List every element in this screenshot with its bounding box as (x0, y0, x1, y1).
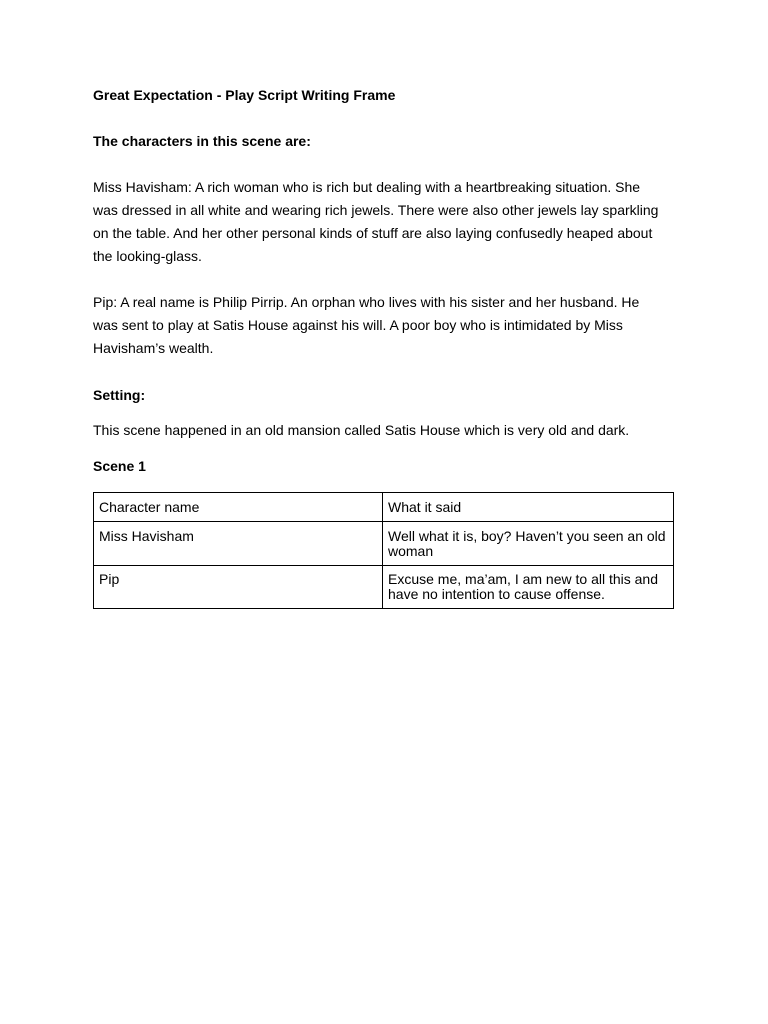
paragraph-line: Pip: A real name is Philip Pirrip. An orphan who lives with his sister and her husband. He (93, 294, 640, 310)
scene-table (93, 492, 674, 609)
table-row (94, 522, 674, 566)
paragraph-line: This scene happened in an old mansion called Satis House which is very old and dark. (93, 422, 630, 438)
table-header-cell: Character name (94, 493, 383, 522)
setting-heading: Setting: (93, 387, 146, 403)
table-cell-character: Pip (94, 566, 383, 609)
characters-heading: The characters in this scene are: (93, 133, 311, 149)
setting-text (93, 419, 675, 442)
paragraph-line: on the table. And her other personal kinds of stuff are also laying confusedly heaped about (93, 225, 653, 241)
paragraph-line: was sent to play at Satis House against his will. A poor boy who is intimidated by Miss (93, 317, 623, 333)
table-header-cell: What it said (383, 493, 674, 522)
table-cell-dialogue: Excuse me, ma’am, I am new to all this and have no intention to cause offense. (383, 566, 674, 609)
paragraph-line: was dressed in all white and wearing rich jewels. There were also other jewels lay sparkling (93, 202, 659, 218)
pip-description (93, 291, 675, 360)
scene-heading: Scene 1 (93, 458, 146, 474)
miss-havisham-description (93, 176, 675, 268)
table-cell-character: Miss Havisham (94, 522, 383, 566)
document-title: Great Expectation - Play Script Writing Frame (93, 87, 396, 103)
table-row (94, 566, 674, 609)
paragraph-line: Miss Havisham: A rich woman who is rich but dealing with a heartbreaking situation. She (93, 179, 641, 195)
table-header-row (94, 493, 674, 522)
paragraph-line: the looking-glass. (93, 248, 202, 264)
table-cell-dialogue: Well what it is, boy? Haven’t you seen an old woman (383, 522, 674, 566)
paragraph-line: Havisham’s wealth. (93, 340, 214, 356)
